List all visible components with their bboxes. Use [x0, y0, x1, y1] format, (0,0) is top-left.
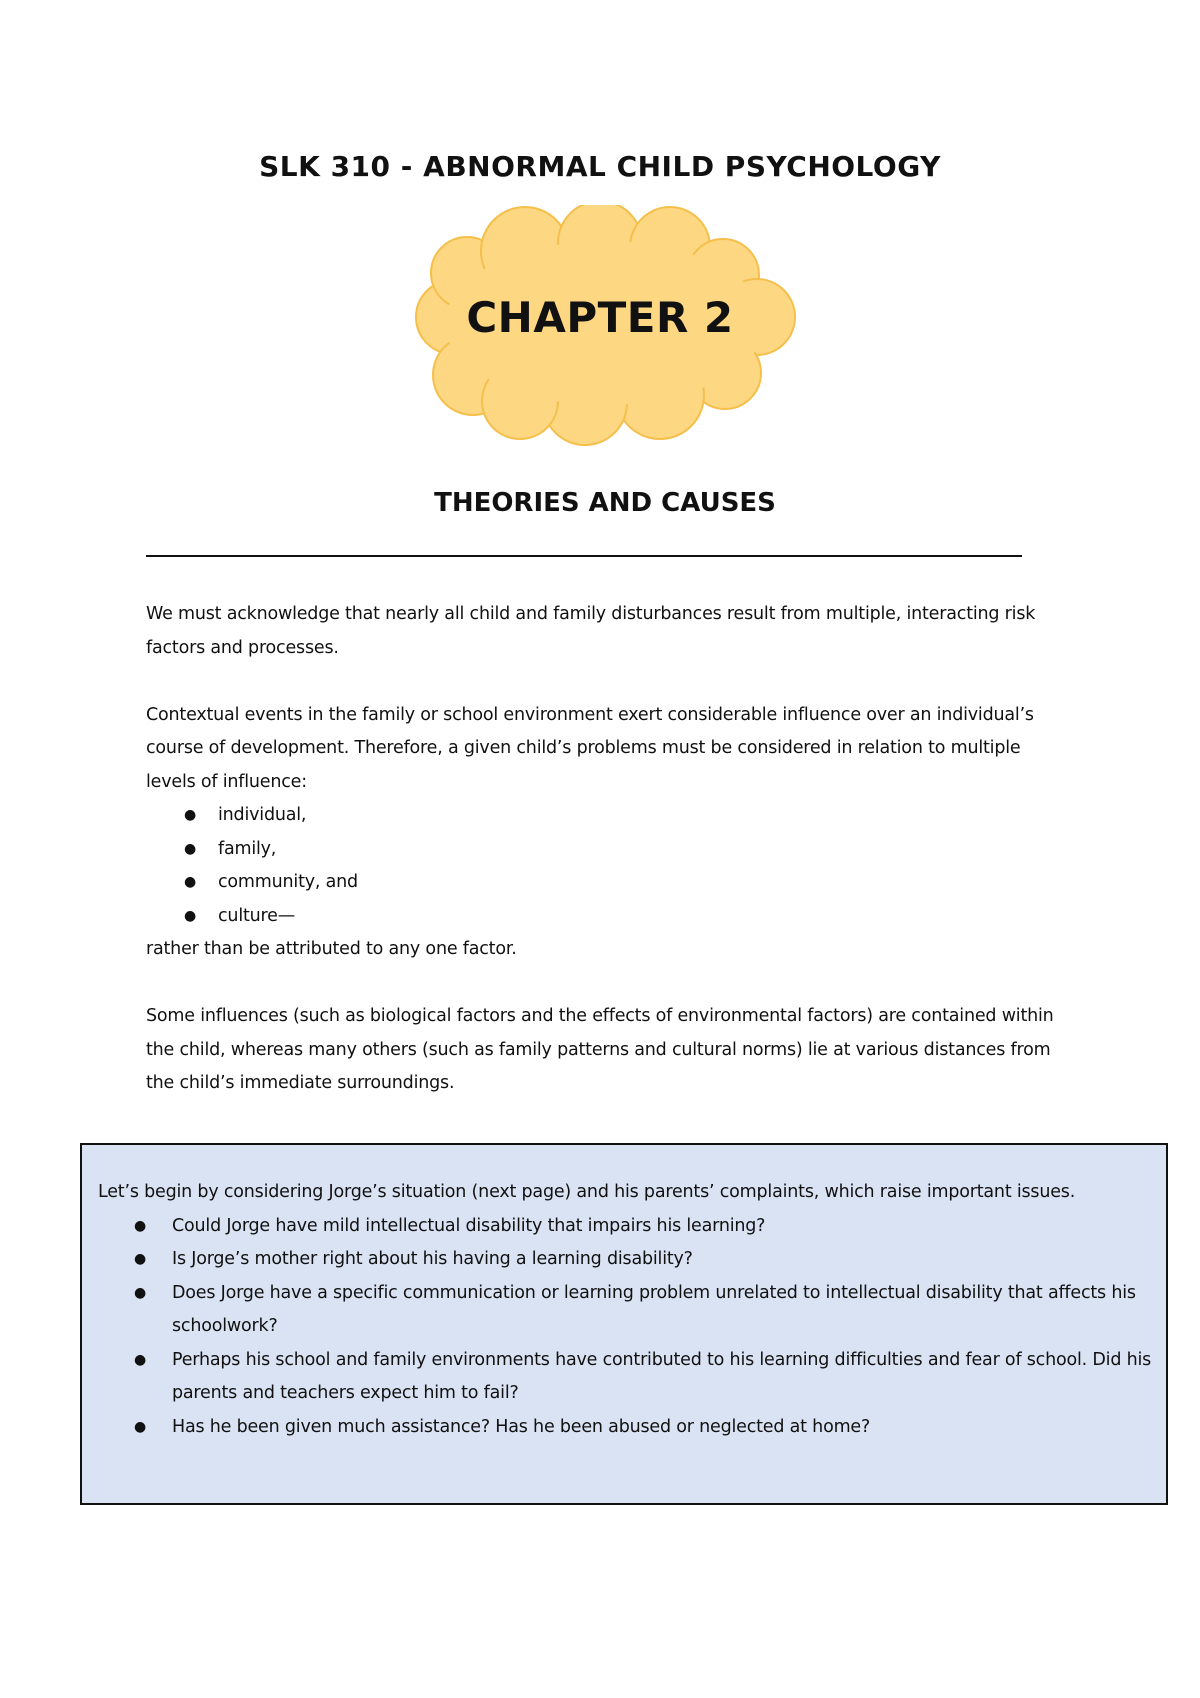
bullet-icon: ● [134, 1418, 147, 1435]
paragraph-contextual-intro: Contextual events in the family or school environment exert considerable influence over an individual’s course of development. Therefore, a given child’s problems must be considered in relation to multiple levels of influence: [146, 704, 1034, 792]
title-rule [146, 555, 1022, 557]
bullet-icon: ● [134, 1217, 147, 1234]
callout-intro: Let’s begin by considering Jorge’s situation (next page) and his parents’ complaints, which raise important issues. [98, 1182, 1076, 1202]
list-item: ● Does Jorge have a specific communication or learning problem unrelated to intellectual disability that affects his schoolwork? [98, 1277, 1158, 1344]
bullet-icon: ● [184, 874, 197, 890]
section-title: THEORIES AND CAUSES [434, 488, 776, 518]
paragraph-contextual-outro: rather than be attributed to any one factor. [146, 939, 517, 959]
bullet-icon: ● [134, 1251, 147, 1267]
list-item: ● Could Jorge have mild intellectual disability that impairs his learning? [98, 1210, 1158, 1244]
bullet-icon: ● [134, 1284, 147, 1301]
list-item: ● individual, [146, 799, 1066, 833]
list-item: ● family, [146, 833, 1066, 867]
callout-box [80, 1143, 1168, 1505]
levels-list [146, 799, 1066, 933]
paragraph-risk-factors: We must acknowledge that nearly all child and family disturbances result from multiple, interacting risk factors and processes. [146, 604, 1036, 658]
list-item: ● culture— [146, 900, 1066, 934]
body-text [146, 598, 1066, 1134]
paragraph-influences: Some influences (such as biological factors and the effects of environmental factors) are contained within the child, whereas many others (such as family patterns and cultural norms) lie at various distances from the child’s immediate surroundings. [146, 1006, 1054, 1093]
list-item: ● Has he been given much assistance? Has he been abused or neglected at home? [98, 1411, 1158, 1445]
bullet-icon: ● [184, 807, 197, 823]
course-title: SLK 310 - ABNORMAL CHILD PSYCHOLOGY [259, 150, 941, 183]
list-item: ● Perhaps his school and family environments have contributed to his learning difficulties and fear of school. Did his parents and teachers expect him to fail? [98, 1344, 1158, 1411]
bullet-icon: ● [184, 907, 197, 924]
list-item: ● Is Jorge’s mother right about his having a learning disability? [98, 1243, 1158, 1277]
list-item: ● community, and [146, 866, 1066, 900]
chapter-label: CHAPTER 2 [466, 293, 734, 342]
bullet-icon: ● [184, 840, 197, 857]
chapter-cloud [405, 205, 825, 450]
callout-text [98, 1176, 1158, 1444]
bullet-icon: ● [134, 1351, 147, 1368]
questions-list [98, 1210, 1158, 1445]
